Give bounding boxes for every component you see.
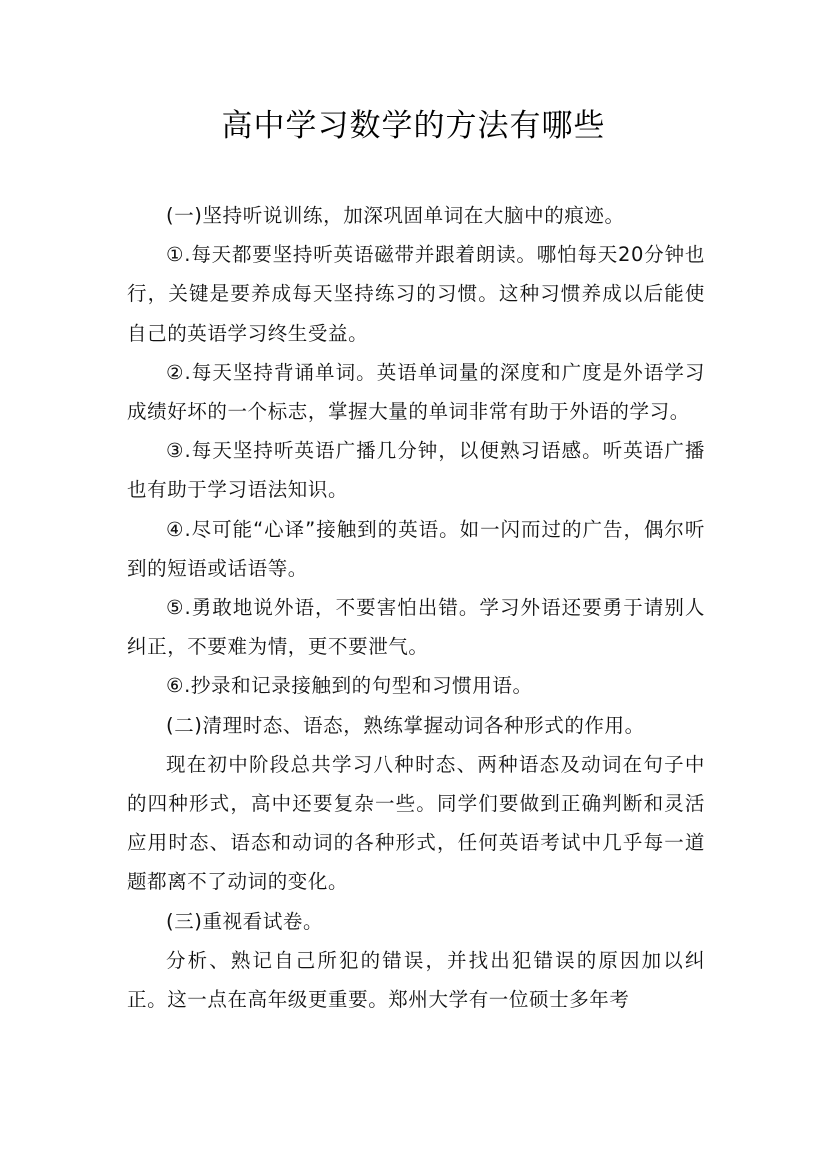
- document-body: [127, 196, 705, 1019]
- paragraph-item-4: ④.尽可能“心译”接触到的英语。如一闪而过的广告，偶尔听到的短语或话语等。: [127, 517, 705, 580]
- paragraph-item-3: ③.每天坚持听英语广播几分钟，以便熟习语感。听英语广播也有助于学习语法知识。: [127, 439, 705, 502]
- paragraph-section-3-body: 分析、熟记自己所犯的错误，并找出犯错误的原因加以纠正。这一点在高年级更重要。郑州大学有一位硕士多年考: [127, 948, 705, 1012]
- paragraph-section-2-body: 现在初中阶段总共学习八种时态、两种语态及动词在句子中的四种形式，高中还要复杂一些。同学们要做到正确判断和灵活应用时态、语态和动词的各种形式，任何英语考试中几乎每一道题都离不了动词的变化。: [127, 752, 705, 894]
- section-heading-2: (二)清理时态、语态，熟练掌握动词各种形式的作用。: [166, 713, 645, 737]
- paragraph-item-2: ②.每天坚持背诵单词。英语单词量的深度和广度是外语学习成绩好坏的一个标志，掌握大量的单词非常有助于外语的学习。: [127, 360, 705, 424]
- paragraph-item-6: ⑥.抄录和记录接触到的句型和习惯用语。: [166, 674, 533, 698]
- section-heading-1: (一)坚持听说训练，加深巩固单词在大脑中的痕迹。: [166, 204, 625, 227]
- paragraph-item-1: ①.每天都要坚持听英语磁带并跟着朗读。哪怕每天20分钟也行，关键是要养成每天坚持练习的习惯。这种习惯养成以后能使自己的英语学习终生受益。: [127, 243, 705, 345]
- paragraph-item-5: ⑤.勇敢地说外语，不要害怕出错。学习外语还要勇于请别人纠正，不要难为情，更不要泄气。: [127, 596, 705, 659]
- document-title: 高中学习数学的方法有哪些: [221, 108, 606, 144]
- section-heading-3: (三)重视看试卷。: [166, 909, 324, 933]
